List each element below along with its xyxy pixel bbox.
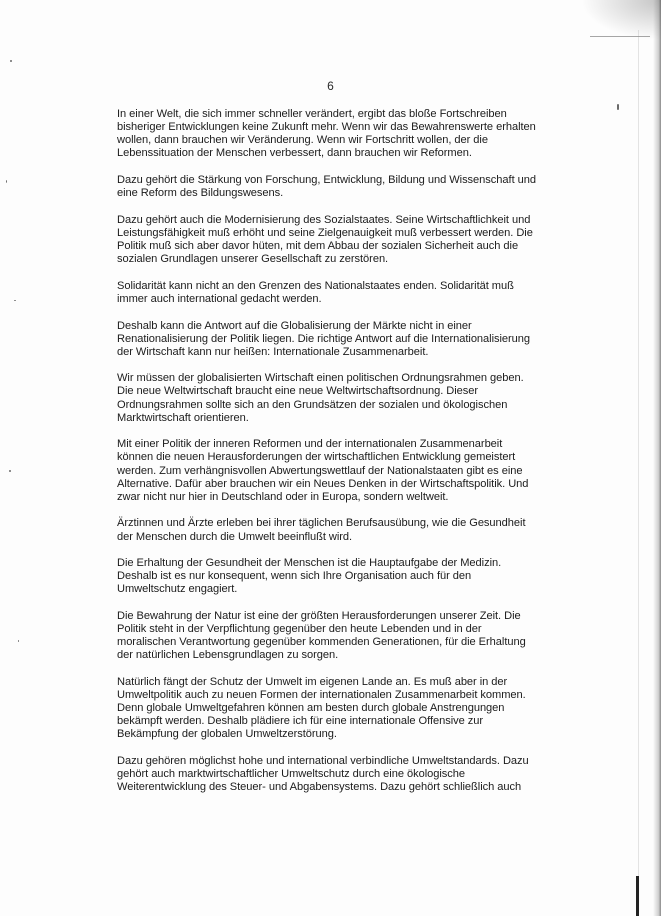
scan-speck — [18, 640, 19, 642]
paragraph: Solidarität kann nicht an den Grenzen des Nationalstaates enden. Solidarität muß immer auch international gedacht werden. — [117, 279, 514, 305]
scan-artifact-line — [638, 30, 639, 880]
scan-edge — [653, 0, 661, 916]
scan-speck — [9, 470, 11, 472]
scan-speck — [14, 300, 16, 301]
paragraph: Dazu gehören möglichst hohe und international verbindliche Umweltstandards. Dazu gehört auch marktwirtschaftlicher Umweltschutz durch eine ökologische Weiterentwicklung des Steuer- und Abgabensystems. Dazu gehört schließlich auch — [117, 755, 529, 794]
scan-smudge — [581, 0, 661, 40]
paragraph: Deshalb kann die Antwort auf die Globalisierung der Märkte nicht in einer Renationalisierung der Politik liegen. Die richtige Antwort auf die Internationalisierung der Wirtschaft kann nur heißen: Internationale Zusammenarbeit. — [117, 319, 531, 358]
scan-speck — [6, 180, 7, 183]
scan-artifact-mark — [636, 876, 639, 916]
paragraph: Die Bewahrung der Natur ist eine der größten Herausforderungen unserer Zeit. Die Politik steht in der Verpflichtung gegenüber den heute Lebenden und in der moralischen Verantwortung gegenüber kommenden Generationen, für die Erhaltung der natürlichen Lebensgrundlagen zu sorgen. — [117, 610, 526, 662]
paragraph: Dazu gehört auch die Modernisierung des Sozialstaates. Seine Wirtschaftlichkeit und Leistungsfähigkeit muß erhöht und seine Zielgenauigkeit muß verbessert werden. Die Politik muß sich aber davor hüten, mit dem Abbau der sozialen Sicherheit auch die sozialen Grundlagen unserer Gesellschaft zu zerstören. — [117, 213, 533, 266]
paragraph: Mit einer Politik der inneren Reformen und der internationalen Zusammenarbeit können die neuen Herausforderungen der wirtschaftlichen Entwicklung gemeistert werden. Zum verhängnisvollen Abwertungswettlauf der Nationalstaaten gibt es eine Alternative. Dafür aber brauchen wir ein Neues Denken in der Wirtschaftspolitik. Und zwar nicht nur hier in Deutschland oder in Europa, sondern weltweit. — [117, 438, 529, 503]
scan-speck — [617, 104, 619, 110]
paragraph: Dazu gehört die Stärkung von Forschung, Entwicklung, Bildung und Wissenschaft und eine Reform des Bildungswesens. — [117, 173, 536, 200]
page-number: 6 — [327, 79, 334, 93]
scan-speck — [10, 60, 12, 62]
paragraph: Die Erhaltung der Gesundheit der Menschen ist die Hauptaufgabe der Medizin. Deshalb ist es nur konsequent, wenn sich Ihre Organisation auch für den Umweltschutz engagiert. — [117, 557, 502, 596]
paragraph: Wir müssen der globalisierten Wirtschaft einen politischen Ordnungsrahmen geben. Die neue Weltwirtschaft braucht eine neue Weltwirtschaftsordnung. Dieser Ordnungsrahmen sollte sich an den Grundsätzen der sozialen und ökologischen Marktwirtschaft orientieren. — [117, 372, 524, 424]
body-text — [117, 108, 541, 808]
scan-artifact-line — [590, 36, 650, 37]
paragraph: In einer Welt, die sich immer schneller verändert, ergibt das bloße Fortschreiben bisheriger Entwicklungen keine Zukunft mehr. Wenn wir das Bewahrenswerte erhalten wollen, dann brauchen wir Veränderung. Wenn wir Fortschritt wollen, der die Lebenssituation der Menschen verbessert, dann brauchen wir Reformen. — [117, 108, 536, 160]
paragraph: Natürlich fängt der Schutz der Umwelt im eigenen Lande an. Es muß aber in der Umweltpolitik auch zu neuen Formen der internationalen Zusammenarbeit kommen. Denn globale Umweltgefahren können am besten durch globale Anstrengungen bekämpft werden. Deshalb plädiere ich für eine internationale Offensive zur Bekämpfung der globalen Umweltzerstörung. — [117, 676, 526, 741]
paragraph: Ärztinnen und Ärzte erleben bei ihrer täglichen Berufsausübung, wie die Gesundheit der Menschen durch die Umwelt beeinflußt wird. — [117, 517, 526, 543]
